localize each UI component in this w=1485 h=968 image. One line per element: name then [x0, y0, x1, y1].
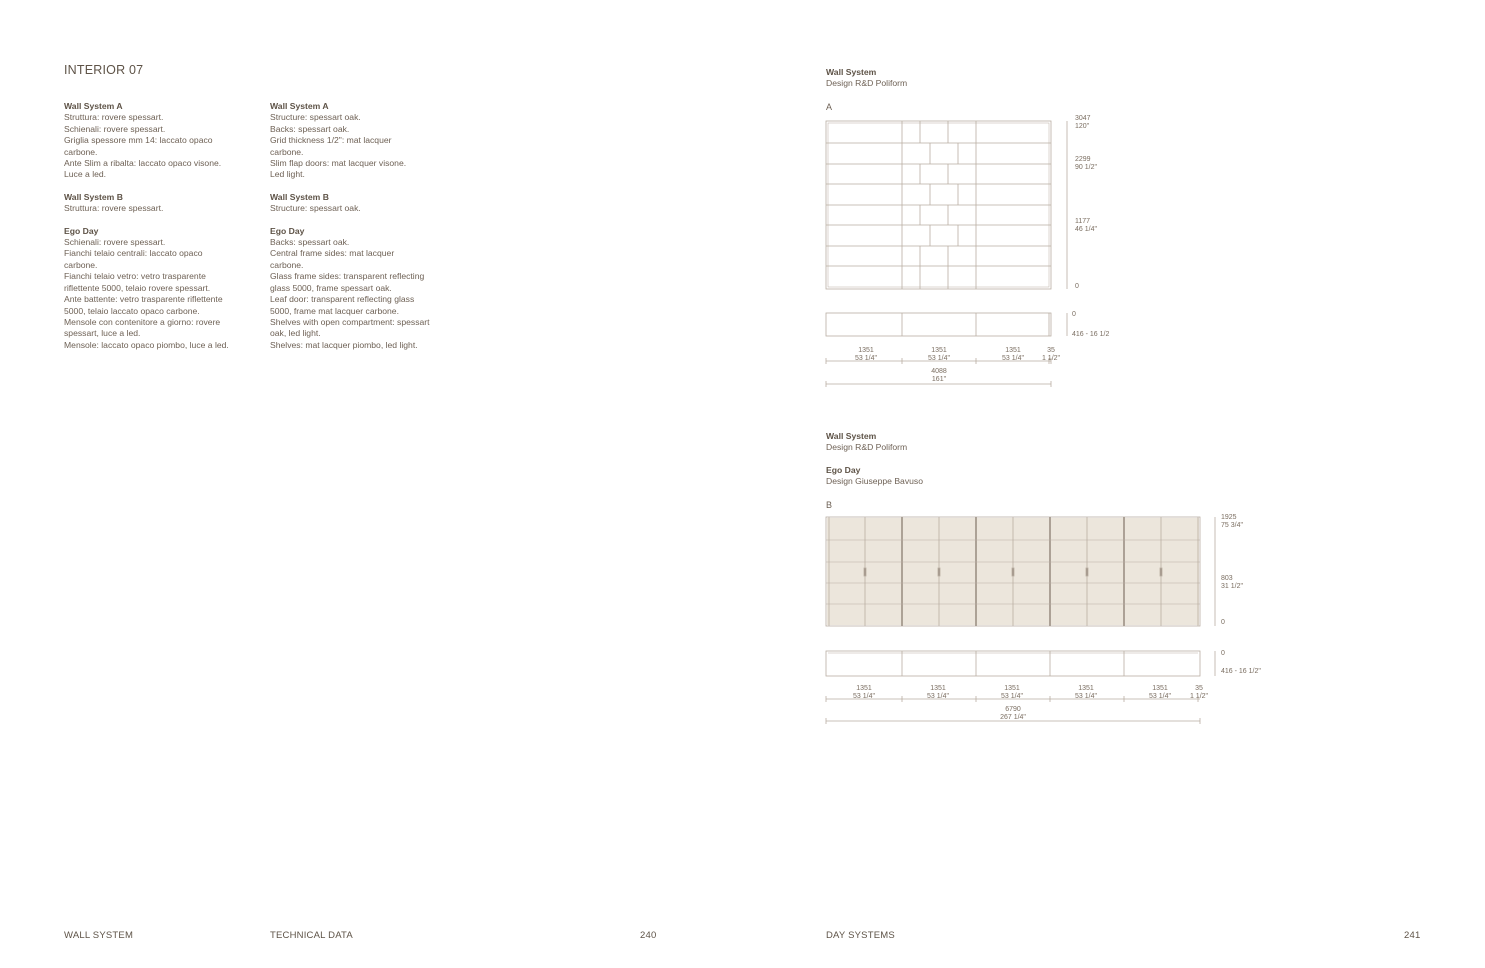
page-number-right: 241 [1404, 930, 1421, 941]
spec-line: glass 5000, frame spessart oak. [270, 282, 392, 293]
section-title: INTERIOR 07 [64, 63, 144, 77]
height-label: 2299 90 1/2" [1075, 156, 1097, 171]
spec-line: carbone. [64, 146, 98, 157]
spec-heading: Wall System A [64, 101, 123, 111]
spec-line: Ante Slim a ribalta: laccato opaco visone. [64, 158, 222, 169]
spec-heading: Ego Day [270, 225, 305, 236]
spec-heading: Wall System B [64, 191, 123, 202]
caption-design: Design Giuseppe Bavuso [826, 476, 923, 487]
page-number-left: 240 [640, 930, 657, 941]
spec-line: Struttura: rovere spessart. [64, 203, 164, 214]
spec-line: Structure: spessart oak. [270, 112, 361, 123]
spec-line: Mensole: laccato opaco piombo, luce a led. [64, 339, 229, 350]
footer-section-right: DAY SYSTEMS [826, 930, 895, 941]
width-label: 1351 53 1/4" [927, 685, 949, 700]
height-label: 0 [1075, 283, 1079, 290]
height-label: 1925 75 3/4" [1221, 514, 1243, 529]
caption-design: Design R&D Poliform [826, 442, 908, 453]
spec-line: Luce a led. [64, 169, 107, 180]
spec-line: Schienali: rovere spessart. [64, 123, 166, 134]
spec-line: oak, led light. [270, 328, 321, 339]
spec-line: riflettente 5000, telaio rovere spessart. [64, 282, 211, 293]
spec-line: Struttura: rovere spessart. [64, 112, 164, 123]
spec-line: 5000, frame mat lacquer carbone. [270, 305, 399, 316]
width-label: 1351 53 1/4" [1075, 685, 1097, 700]
caption-title: Wall System [826, 67, 877, 77]
spec-line: Mensole con contenitore a giorno: rovere [64, 316, 221, 327]
caption-design: Design R&D Poliform [826, 78, 908, 89]
spec-line: Leaf door: transparent reflecting glass [270, 294, 415, 305]
plan-depth-label: 416 - 16 1/2" [1221, 668, 1261, 675]
plan-zero-label: 0 [1072, 311, 1076, 318]
spec-line: Grid thickness 1/2": mat lacquer [270, 135, 392, 146]
footer-section-left: WALL SYSTEM [64, 930, 134, 941]
width-label: 35 1 1/2" [1041, 347, 1061, 362]
width-label: 1351 53 1/4" [1002, 347, 1024, 362]
height-label: 1177 46 1/4" [1075, 218, 1097, 233]
total-width-label: 6790 267 1/4" [1000, 706, 1026, 721]
spec-line: Central frame sides: mat lacquer [270, 248, 395, 259]
spec-line: Ante battente: vetro trasparente riflettente [64, 294, 223, 305]
width-label: 35 1 1/2" [1189, 685, 1209, 700]
footer-technical-data: TECHNICAL DATA [270, 930, 353, 941]
spec-line: Slim flap doors: mat lacquer visone. [270, 158, 407, 169]
spec-line: Fianchi telaio vetro: vetro trasparente [64, 271, 206, 282]
spec-heading: Wall System A [270, 101, 329, 111]
spec-heading: Wall System B [270, 191, 329, 202]
spec-line: carbone. [270, 146, 304, 157]
spec-line: Led light. [270, 169, 305, 180]
height-label: 803 31 1/2" [1221, 575, 1243, 590]
height-label: 0 [1221, 619, 1225, 626]
spec-line: Structure: spessart oak. [270, 203, 361, 214]
width-label: 1351 53 1/4" [853, 685, 875, 700]
spec-line: Griglia spessore mm 14: laccato opaco [64, 135, 213, 146]
plan-outline [826, 651, 1200, 676]
plan-depth-label: 416 - 16 1/2 [1072, 331, 1110, 338]
spec-line: Backs: spessart oak. [270, 123, 350, 134]
spec-line: Glass frame sides: transparent reflecting [270, 271, 425, 282]
spec-line: Shelves: mat lacquer piombo, led light. [270, 339, 418, 350]
spec-line: carbone. [64, 259, 98, 270]
spec-line: spessart, luce a led. [64, 328, 141, 339]
spec-line: Shelves with open compartment: spessart [270, 316, 430, 327]
spec-line: Fianchi telaio centrali: laccato opaco [64, 248, 203, 259]
spec-line: 5000, telaio laccato opaco carbone. [64, 305, 200, 316]
spec-line: carbone. [270, 259, 304, 270]
height-label: 3047 120" [1075, 115, 1091, 130]
plan-zero-label: 0 [1221, 650, 1225, 657]
width-label: 1351 53 1/4" [1149, 685, 1171, 700]
diagram-a-label: A [826, 102, 833, 112]
total-width-label: 4088 161" [931, 368, 947, 383]
width-label: 1351 53 1/4" [855, 347, 877, 362]
width-label: 1351 53 1/4" [928, 347, 950, 362]
spec-line: Schienali: rovere spessart. [64, 237, 166, 248]
diagram-b-label: B [826, 500, 833, 510]
caption-title: Wall System [826, 431, 877, 441]
caption-title: Ego Day [826, 464, 861, 475]
width-label: 1351 53 1/4" [1001, 685, 1023, 700]
spec-line: Backs: spessart oak. [270, 237, 350, 248]
spec-heading: Ego Day [64, 225, 99, 236]
